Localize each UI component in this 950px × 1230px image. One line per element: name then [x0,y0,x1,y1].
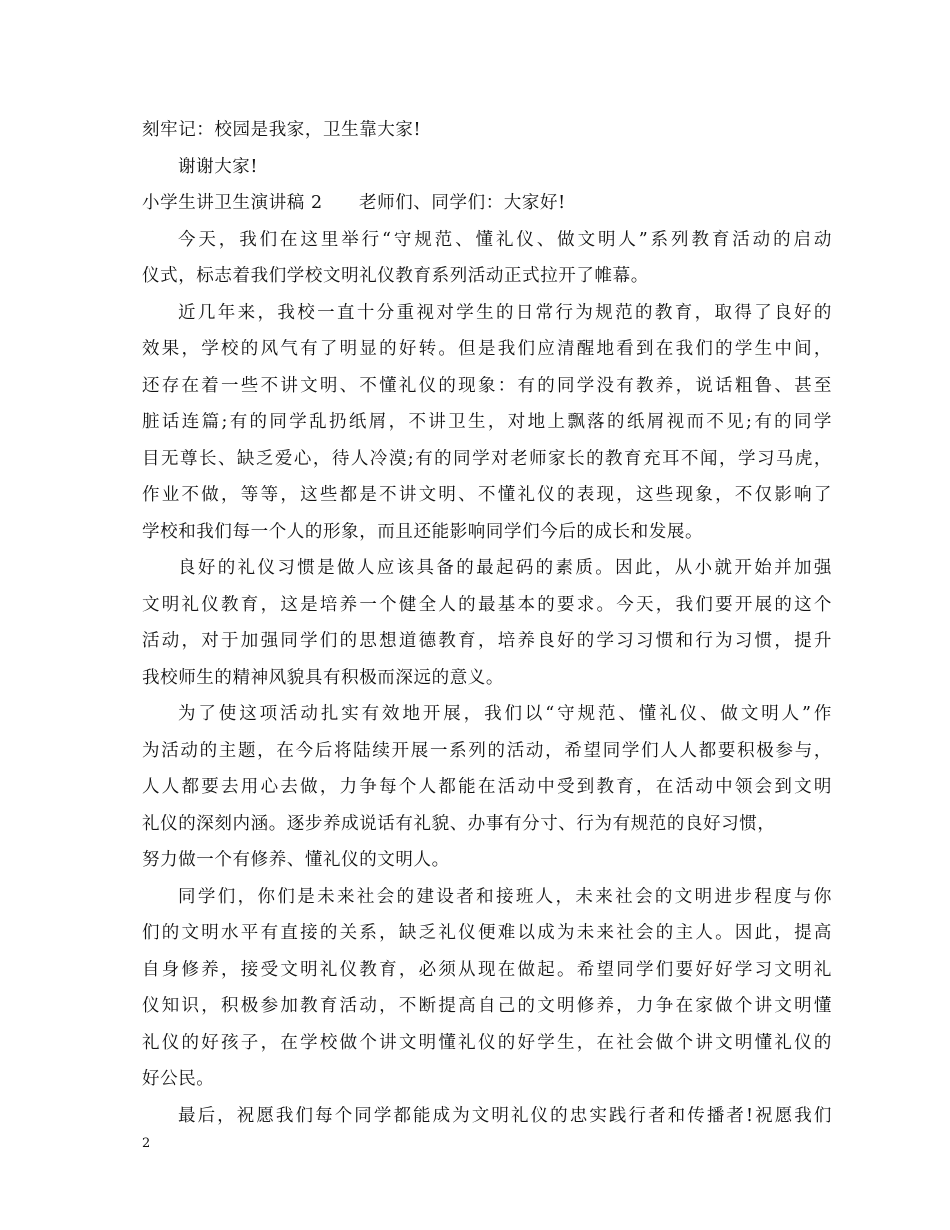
text-line: 脏话连篇;有的同学乱扔纸屑，不讲卫生，对地上飘落的纸屑视而不见;有的同学 [142,412,832,432]
text-line: 小学生讲卫生演讲稿 2 老师们、同学们：大家好! [142,193,566,213]
text-line: 还存在着一些不讲文明、不懂礼仪的现象：有的同学没有教养，说话粗鲁、甚至 [142,375,832,396]
text-line: 礼仪的好孩子，在学校做个讲文明懂礼仪的好学生，在社会做个讲文明懂礼仪的 [142,1032,832,1053]
text-line: 学校和我们每一个人的形象，而且还能影响同学们今后的成长和发展。 [142,521,704,542]
text-line: 我校师生的精神风貌具有积极而深远的意义。 [142,667,504,688]
text-line: 效果，学校的风气有了明显的好转。但是我们应清醒地看到在我们的学生中间， [142,339,832,359]
text-line: 活动，对于加强同学们的思想道德教育，培养良好的学习习惯和行为习惯，提升 [142,631,832,651]
text-line: 谢谢大家! [178,156,259,177]
text-line: 为了使这项活动扎实有效地开展，我们以“守规范、懂礼仪、做文明人”作 [178,704,832,724]
page-number: 2 [142,1136,151,1151]
text-line: 最后，祝愿我们每个同学都能成为文明礼仪的忠实践行者和传播者!祝愿我们 [178,1105,832,1126]
text-line: 今天，我们在这里举行“守规范、懂礼仪、做文明人”系列教育活动的启动 [178,229,832,250]
text-line: 自身修养，接受文明礼仪教育，必须从现在做起。希望同学们要好好学习文明礼 [142,959,832,980]
text-line: 近几年来，我校一直十分重视对学生的日常行为规范的教育，取得了良好的 [178,302,832,323]
text-line: 好公民。 [142,1069,215,1089]
text-line: 努力做一个有修养、懂礼仪的文明人。 [142,850,450,870]
text-line: 刻牢记：校园是我家，卫生靠大家! [142,120,422,140]
text-line: 礼仪的深刻内涵。逐步养成说话有礼貌、办事有分寸、行为有规范的良好习惯， [142,813,776,834]
text-line: 人人都要去用心去做，力争每个人都能在活动中受到教育，在活动中领会到文明 [142,777,832,797]
text-line: 仪知识，积极参加教育活动，不断提高自己的文明修养，力争在家做个讲文明懂 [142,996,832,1016]
document-body [142,112,832,1134]
text-line: 们的文明水平有直接的关系，缺乏礼仪便难以成为未来社会的主人。因此，提高 [142,923,832,943]
text-line: 同学们，你们是未来社会的建设者和接班人，未来社会的文明进步程度与你 [178,886,832,907]
text-line: 文明礼仪教育，这是培养一个健全人的最基本的要求。今天，我们要开展的这个 [142,594,832,615]
text-line: 为活动的主题，在今后将陆续开展一系列的活动，希望同学们人人都要积极参与， [142,740,832,761]
text-line: 良好的礼仪习惯是做人应该具备的最起码的素质。因此，从小就开始并加强 [178,558,832,578]
text-line: 目无尊长、缺乏爱心，待人冷漠;有的同学对老师家长的教育充耳不闻，学习马虎， [142,448,832,469]
text-line: 仪式，标志着我们学校文明礼仪教育系列活动正式拉开了帷幕。 [142,266,649,286]
text-line: 作业不做，等等，这些都是不讲文明、不懂礼仪的表现，这些现象，不仅影响了 [142,485,832,505]
